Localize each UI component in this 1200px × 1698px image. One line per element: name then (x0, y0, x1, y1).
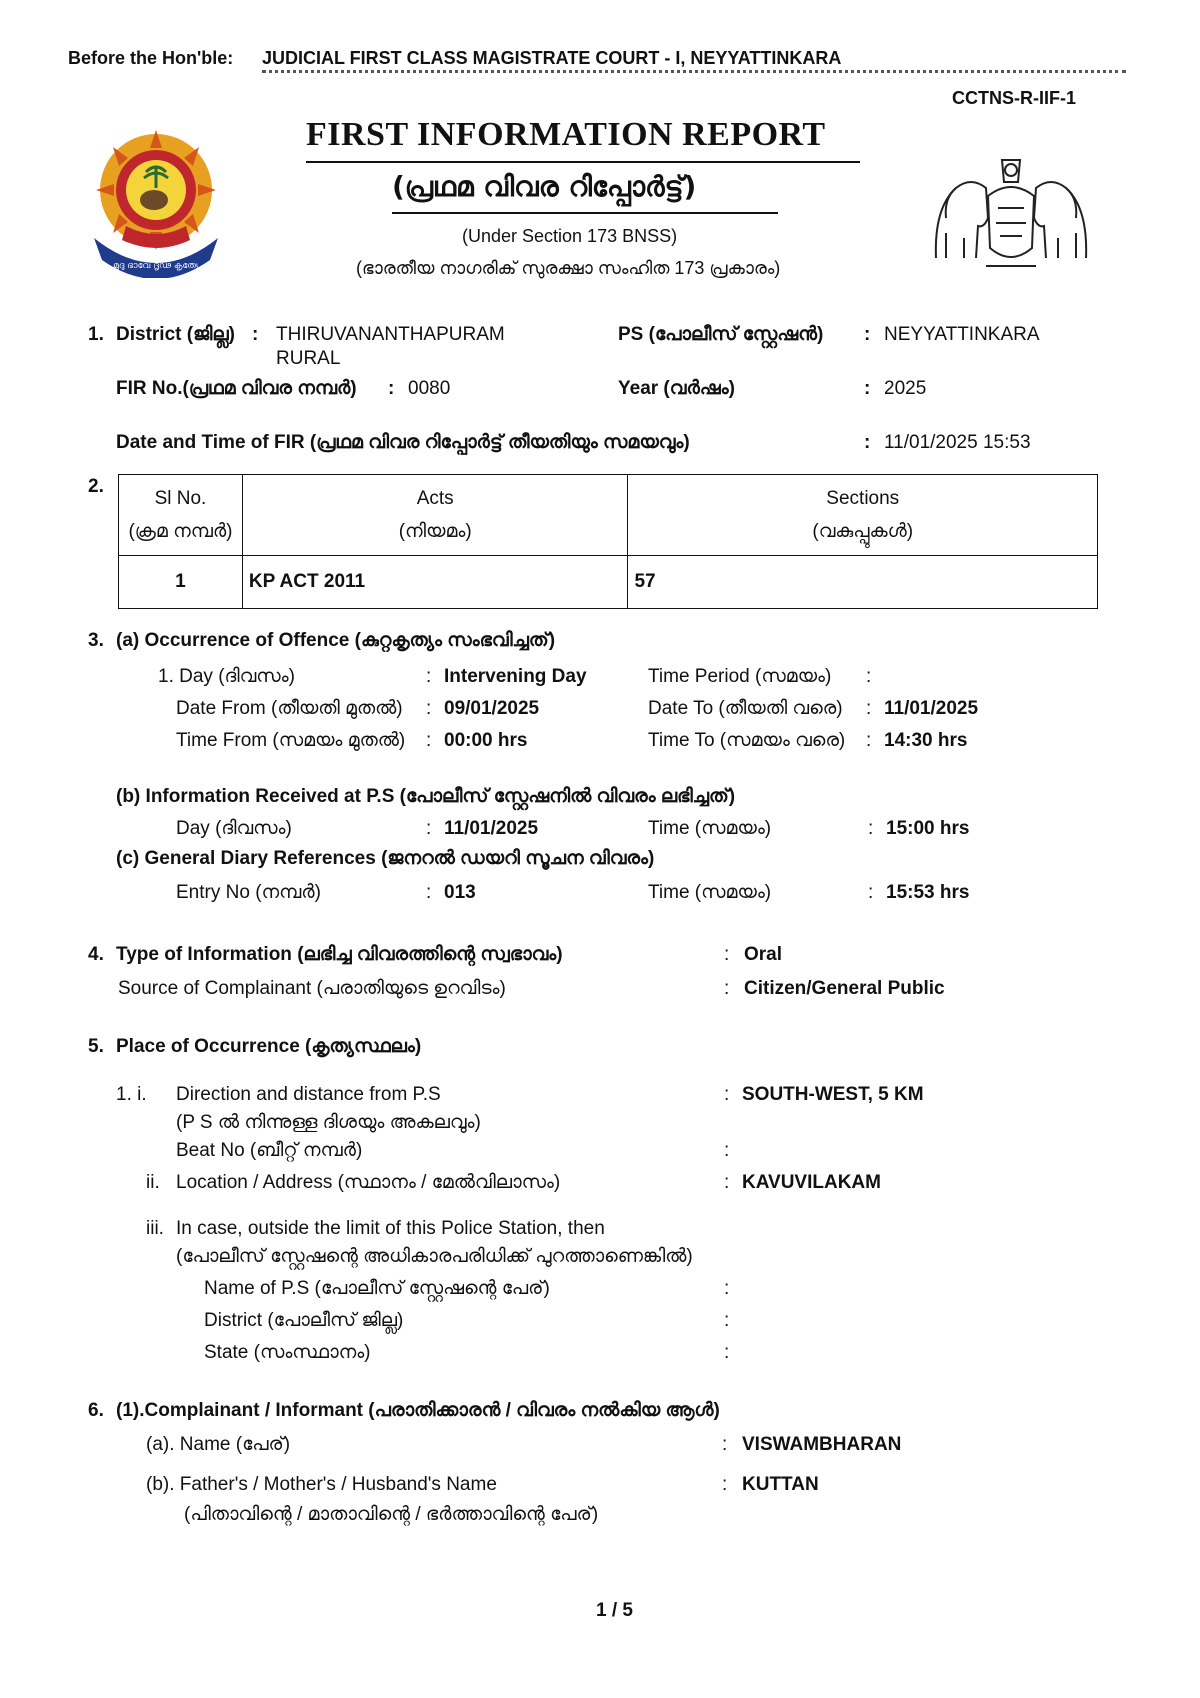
year-value: 2025 (884, 378, 927, 399)
colon: : (868, 882, 874, 903)
day-value: Intervening Day (444, 666, 587, 687)
colon: : (426, 818, 432, 839)
item-num: ii. (146, 1172, 160, 1193)
colon: : (388, 378, 395, 399)
direction-label-ml: (P S ൽ നിന്നുള്ള ദിശയും അകലവും) (176, 1112, 481, 1133)
location-value: KAVUVILAKAM (742, 1172, 881, 1193)
colon: : (724, 978, 730, 999)
district-value-2: RURAL (276, 348, 341, 369)
date-from-value: 09/01/2025 (444, 698, 540, 719)
report-title-ml: (പ്രഥമ വിവര റിപ്പോർട്ട്) (392, 170, 697, 203)
colon: : (722, 1474, 728, 1495)
name-label: (a). Name (പേര്) (146, 1434, 291, 1455)
father-label-ml: (പിതാവിന്റെ / മാതാവിന്റെ / ഭർത്താവിന്റെ പേര്) (184, 1504, 599, 1525)
source-value: Citizen/General Public (744, 978, 945, 999)
colon: : (426, 698, 432, 719)
outside-label: In case, outside the limit of this Police Station, then (176, 1218, 605, 1239)
col-header: Sections (വകുപ്പുകൾ) (628, 475, 1098, 556)
info-type-value: Oral (744, 944, 783, 965)
location-label: Location / Address (സ്ഥാനം / മേൽവിലാസം) (176, 1172, 561, 1193)
direction-value: SOUTH-WEST, 5 KM (742, 1084, 924, 1105)
col-header: Sl No. (ക്രമ നമ്പർ) (119, 475, 243, 556)
time-from-value: 00:00 hrs (444, 730, 528, 751)
father-label: (b). Father's / Mother's / Husband's Name (146, 1474, 497, 1495)
colon: : (868, 818, 874, 839)
colon: : (724, 1310, 730, 1331)
fir-label: FIR No.(പ്രഥമ വിവര നമ്പർ) (116, 378, 357, 399)
colon: : (426, 666, 432, 687)
table-row (119, 556, 1098, 609)
colon: : (866, 730, 872, 751)
sl-cell: 1 (119, 556, 243, 609)
kerala-police-emblem-icon (86, 128, 226, 278)
sec5-num: 5. (88, 1036, 104, 1057)
colon: : (866, 666, 872, 687)
district-value: THIRUVANANTHAPURAM (276, 324, 505, 345)
svg-text:മൃദു ഭാവേ ദൃഢ കൃത്യേ: മൃദു ഭാവേ ദൃഢ കൃത്യേ (113, 261, 199, 271)
period-label: Time Period (സമയം) (648, 666, 832, 687)
received-time-label: Time (സമയം) (648, 818, 772, 839)
court-label: Before the Hon'ble: (68, 48, 234, 68)
colon: : (724, 1140, 730, 1161)
received-day-value: 11/01/2025 (444, 818, 539, 839)
form-code: CCTNS-R-IIF-1 (952, 88, 1076, 108)
sec1-num: 1. (88, 324, 104, 345)
sec6-num: 6. (88, 1400, 104, 1421)
datetime-label: Date and Time of FIR (പ്രഥമ വിവര റിപ്പോർട്ട് തീയതിയും സമയവും) (116, 432, 690, 453)
ps-value: NEYYATTINKARA (884, 324, 1040, 345)
time-to-label: Time To (സമയം വരെ) (648, 730, 846, 751)
colon: : (864, 378, 871, 399)
state-label: State (സംസ്ഥാനം) (204, 1342, 371, 1363)
colon: : (426, 730, 432, 751)
received-day-label: Day (ദിവസം) (176, 818, 292, 839)
outside-district-label: District (പോലീസ് ജില്ല) (204, 1310, 404, 1331)
acts-table (118, 474, 1098, 609)
source-label: Source of Complainant (പരാതിയുടെ ഉറവിടം) (118, 978, 506, 999)
title-ml-rule (392, 212, 778, 214)
colon: : (724, 1342, 730, 1363)
place-title: Place of Occurrence (കൃത്യസ്ഥലം) (116, 1036, 422, 1057)
page-number: 1 / 5 (596, 1600, 633, 1621)
colon: : (722, 1434, 728, 1455)
ps-name-label: Name of P.S (പോലീസ് സ്റ്റേഷന്റെ പേര്) (204, 1278, 550, 1299)
date-from-label: Date From (തീയതി മുതൽ) (176, 698, 403, 719)
colon: : (724, 1172, 730, 1193)
item-num: 1. i. (116, 1084, 147, 1105)
title-rule (306, 161, 860, 163)
sec2-num: 2. (88, 476, 104, 497)
year-label: Year (വർഷം) (618, 378, 735, 399)
item-num: iii. (146, 1218, 164, 1239)
colon: : (864, 432, 871, 453)
colon: : (724, 1278, 730, 1299)
colon: : (866, 698, 872, 719)
fir-value: 0080 (408, 378, 451, 399)
colon: : (724, 944, 730, 965)
beat-label: Beat No (ബീറ്റ് നമ്പർ) (176, 1140, 363, 1161)
act-cell: KP ACT 2011 (242, 556, 628, 609)
court-name: JUDICIAL FIRST CLASS MAGISTRATE COURT - I, NEYYATTINKARA (262, 48, 842, 68)
report-subtitle: (Under Section 173 BNSS) (462, 226, 678, 246)
gd-title: (c) General Diary References (ജനറൽ ഡയറി സൂചന വിവരം) (116, 848, 655, 869)
time-to-value: 14:30 hrs (884, 730, 968, 751)
received-time-value: 15:00 hrs (886, 818, 970, 839)
datetime-value: 11/01/2025 15:53 (884, 432, 1031, 453)
col-header: Acts (നിയമം) (242, 475, 628, 556)
sec4-num: 4. (88, 944, 104, 965)
district-label: District (ജില്ല) (116, 324, 235, 345)
colon: : (724, 1084, 730, 1105)
date-to-label: Date To (തീയതി വരെ) (648, 698, 843, 719)
sec3-num: 3. (88, 630, 104, 651)
court-underline (262, 70, 1126, 73)
report-title: FIRST INFORMATION REPORT (306, 116, 826, 153)
info-received-title: (b) Information Received at P.S (പോലീസ് സ്റ്റേഷനിൽ വിവരം ലഭിച്ചത്) (116, 786, 736, 807)
colon: : (426, 882, 432, 903)
occurrence-title: (a) Occurrence of Offence (കുറ്റകൃത്യം സംഭവിച്ചത്) (116, 630, 556, 651)
complainant-title: (1).Complainant / Informant (പരാതിക്കാരൻ / വിവരം നൽകിയ ആൾ) (116, 1400, 720, 1421)
colon: : (252, 324, 259, 345)
ps-label: PS (പോലീസ് സ്റ്റേഷൻ) (618, 324, 824, 345)
father-value: KUTTAN (742, 1474, 819, 1495)
report-subtitle-ml: (ഭാരതീയ നാഗരിക് സുരക്ഷാ സംഹിത 173 പ്രകാരം) (356, 258, 781, 278)
gd-time-label: Time (സമയം) (648, 882, 772, 903)
name-value: VISWAMBHARAN (742, 1434, 902, 1455)
info-type-title: Type of Information (ലഭിച്ച വിവരത്തിന്റെ സ്വഭാവം) (116, 944, 563, 965)
day-label: 1. Day (ദിവസം) (158, 666, 295, 687)
colon: : (864, 324, 871, 345)
kerala-state-emblem-icon (916, 148, 1106, 273)
sections-cell: 57 (628, 556, 1098, 609)
gd-time-value: 15:53 hrs (886, 882, 970, 903)
date-to-value: 11/01/2025 (884, 698, 979, 719)
acts-table-header (119, 475, 1098, 556)
entry-value: 013 (444, 882, 476, 903)
direction-label: Direction and distance from P.S (176, 1084, 441, 1105)
entry-label: Entry No (നമ്പർ) (176, 882, 321, 903)
outside-label-ml: (പോലീസ് സ്റ്റേഷന്റെ അധികാരപരിധിക്ക് പുറത്താണെങ്കിൽ) (176, 1246, 693, 1267)
time-from-label: Time From (സമയം മുതൽ) (176, 730, 406, 751)
